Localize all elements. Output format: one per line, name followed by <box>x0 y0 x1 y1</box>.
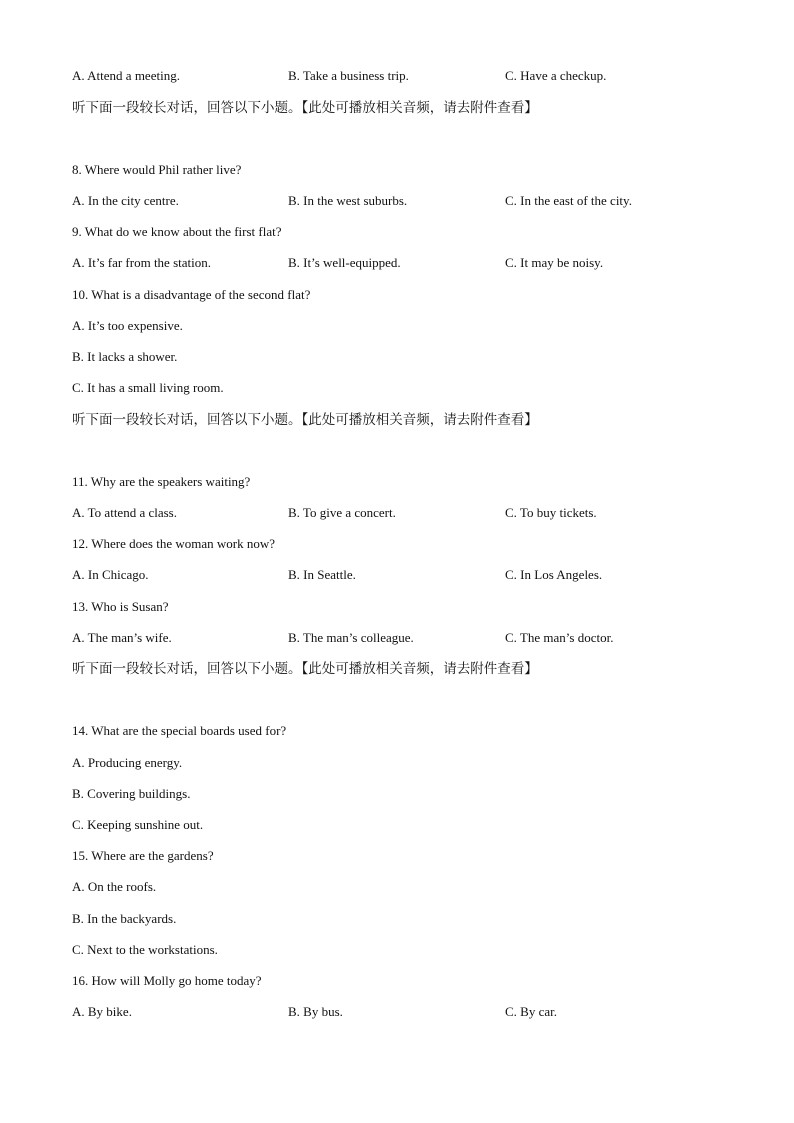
q7-option-c: C. Have a checkup. <box>505 68 607 83</box>
section-instruction-2: 听下面一段较长对话，回答以下小题。【此处可播放相关音频，请去附件查看】 <box>72 412 538 428</box>
q16-option-b: B. By bus. <box>288 1004 343 1019</box>
q11-option-c: C. To buy tickets. <box>505 505 597 520</box>
q9-question: 9. What do we know about the first flat? <box>72 224 282 239</box>
q8-option-c: C. In the east of the city. <box>505 193 632 208</box>
q14-option-b: B. Covering buildings. <box>72 786 191 801</box>
q13-question: 13. Who is Susan? <box>72 599 169 614</box>
q11-option-a: A. To attend a class. <box>72 505 177 520</box>
section-instruction-1: 听下面一段较长对话，回答以下小题。【此处可播放相关音频，请去附件查看】 <box>72 100 538 116</box>
q8-question: 8. Where would Phil rather live? <box>72 162 242 177</box>
q11-question: 11. Why are the speakers waiting? <box>72 474 251 489</box>
q8-option-b: B. In the west suburbs. <box>288 193 408 208</box>
q15-option-a: A. On the roofs. <box>72 879 157 894</box>
q12-option-a: A. In Chicago. <box>72 567 149 582</box>
q14-option-c: C. Keeping sunshine out. <box>72 817 204 832</box>
q14-question: 14. What are the special boards used for? <box>72 723 287 738</box>
q15-question: 15. Where are the gardens? <box>72 848 214 863</box>
q16-question: 16. How will Molly go home today? <box>72 973 262 988</box>
q10-option-a: A. It’s too expensive. <box>72 318 183 333</box>
q9-option-b: B. It’s well-equipped. <box>288 255 401 270</box>
q15-option-c: C. Next to the workstations. <box>72 942 218 957</box>
q12-option-c: C. In Los Angeles. <box>505 567 603 582</box>
q10-option-b: B. It lacks a shower. <box>72 349 178 364</box>
q13-option-c: C. The man’s doctor. <box>505 630 614 645</box>
q10-option-c: C. It has a small living room. <box>72 380 224 395</box>
q12-question: 12. Where does the woman work now? <box>72 536 276 551</box>
q11-option-b: B. To give a concert. <box>288 505 396 520</box>
q8-option-a: A. In the city centre. <box>72 193 179 208</box>
q7-option-a: A. Attend a meeting. <box>72 68 180 83</box>
q9-option-a: A. It’s far from the station. <box>72 255 211 270</box>
q15-option-b: B. In the backyards. <box>72 911 177 926</box>
q13-option-b: B. The man’s colleague. <box>288 630 414 645</box>
q10-question: 10. What is a disadvantage of the second flat? <box>72 287 311 302</box>
q7-option-b: B. Take a business trip. <box>288 68 409 83</box>
q16-option-a: A. By bike. <box>72 1004 132 1019</box>
q9-option-c: C. It may be noisy. <box>505 255 604 270</box>
section-instruction-3: 听下面一段较长对话，回答以下小题。【此处可播放相关音频，请去附件查看】 <box>72 661 538 677</box>
q14-option-a: A. Producing energy. <box>72 755 183 770</box>
q12-option-b: B. In Seattle. <box>288 567 356 582</box>
q13-option-a: A. The man’s wife. <box>72 630 172 645</box>
q16-option-c: C. By car. <box>505 1004 557 1019</box>
